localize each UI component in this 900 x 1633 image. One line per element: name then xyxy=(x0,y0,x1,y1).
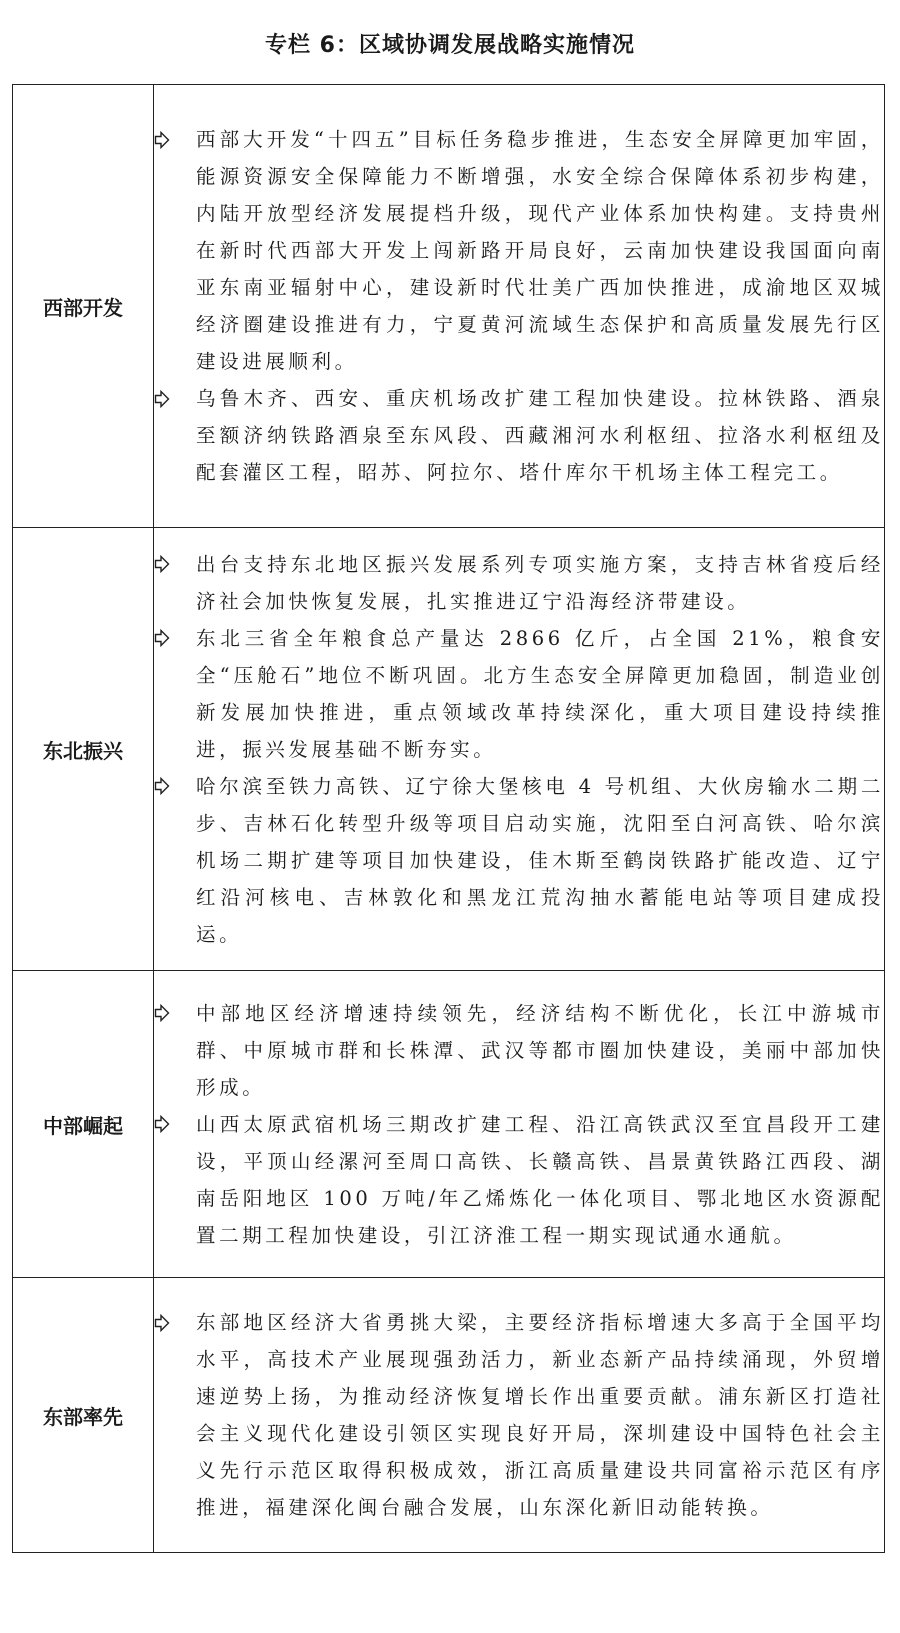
list-item xyxy=(154,1304,884,1526)
row-content xyxy=(154,1278,885,1553)
list-item xyxy=(154,995,884,1106)
list-item xyxy=(154,380,884,491)
item-text: 哈尔滨至铁力高铁、辽宁徐大堡核电 4 号机组、大伙房输水二期二步、吉林石化转型升级等项目启动实施，沈阳至白河高铁、哈尔滨机场二期扩建等项目加快建设，佳木斯至鹤岗铁路扩能改造、辽宁红沿河核电、吉林敦化和黑龙江荒沟抽水蓄能电站等项目建成投运。 xyxy=(196,774,884,946)
item-text: 东北三省全年粮食总产量达 2866 亿斤，占全国 21%，粮食安全“压舱石”地位不断巩固。北方生态安全屏障更加稳固，制造业创新发展加快推进，重点领域改革持续深化，重大项目建设持续推进，振兴发展基础不断夯实。 xyxy=(196,626,884,761)
table-row xyxy=(13,85,885,528)
item-text: 西部大开发“十四五”目标任务稳步推进，生态安全屏障更加牢固，能源资源安全保障能力不断增强，水安全综合保障体系初步构建，内陆开放型经济发展提档升级，现代产业体系加快构建。支持贵州在新时代西部大开发上闯新路开局良好，云南加快建设我国面向南亚东南亚辐射中心，建设新时代壮美广西加快推进，成渝地区双城经济圈建设推进有力，宁夏黄河流域生态保护和高质量发展先行区建设进展顺利。 xyxy=(196,128,884,373)
row-label: 东北振兴 xyxy=(13,528,154,971)
list-item xyxy=(154,546,884,620)
arrow-bullet-icon xyxy=(154,546,196,583)
arrow-bullet-icon xyxy=(154,620,196,657)
table-row xyxy=(13,971,885,1278)
item-text: 出台支持东北地区振兴发展系列专项实施方案，支持吉林省疫后经济社会加快恢复发展，扎实推进辽宁沿海经济带建设。 xyxy=(196,552,884,613)
arrow-bullet-icon xyxy=(154,1106,196,1143)
row-content xyxy=(154,85,885,528)
page-title: 专栏 6：区域协调发展战略实施情况 xyxy=(265,33,635,58)
row-label: 中部崛起 xyxy=(13,971,154,1278)
arrow-bullet-icon xyxy=(154,768,196,805)
item-text: 东部地区经济大省勇挑大梁，主要经济指标增速大多高于全国平均水平，高技术产业展现强劲活力，新业态新产品持续涌现，外贸增速逆势上扬，为推动经济恢复增长作出重要贡献。浦东新区打造社会主义现代化建设引领区实现良好开局，深圳建设中国特色社会主义先行示范区取得积极成效，浙江高质量建设共同富裕示范区有序推进，福建深化闽台融合发展，山东深化新旧动能转换。 xyxy=(196,1311,884,1519)
arrow-bullet-icon xyxy=(154,380,196,417)
region-table xyxy=(12,84,885,1553)
table-row xyxy=(13,1278,885,1553)
item-text: 中部地区经济增速持续领先，经济结构不断优化，长江中游城市群、中原城市群和长株潭、武汉等都市圈加快建设，美丽中部加快形成。 xyxy=(196,1001,884,1099)
row-content xyxy=(154,971,885,1278)
list-item xyxy=(154,121,884,380)
arrow-bullet-icon xyxy=(154,121,196,158)
row-label: 西部开发 xyxy=(13,85,154,528)
row-label: 东部率先 xyxy=(13,1278,154,1553)
arrow-bullet-icon xyxy=(154,995,196,1032)
item-text: 山西太原武宿机场三期改扩建工程、沿江高铁武汉至宜昌段开工建设，平顶山经漯河至周口高铁、长赣高铁、昌景黄铁路江西段、湖南岳阳地区 100 万吨/年乙烯炼化一体化项目、鄂北地区水资源配置二期工程加快建设，引江济淮工程一期实现试通水通航。 xyxy=(196,1112,884,1247)
list-item xyxy=(154,620,884,768)
item-text: 乌鲁木齐、西安、重庆机场改扩建工程加快建设。拉林铁路、酒泉至额济纳铁路酒泉至东风段、西藏湘河水利枢纽、拉洛水利枢纽及配套灌区工程，昭苏、阿拉尔、塔什库尔干机场主体工程完工。 xyxy=(196,387,884,484)
table-row xyxy=(13,528,885,971)
row-content xyxy=(154,528,885,971)
arrow-bullet-icon xyxy=(154,1304,196,1341)
list-item xyxy=(154,768,884,953)
list-item xyxy=(154,1106,884,1254)
